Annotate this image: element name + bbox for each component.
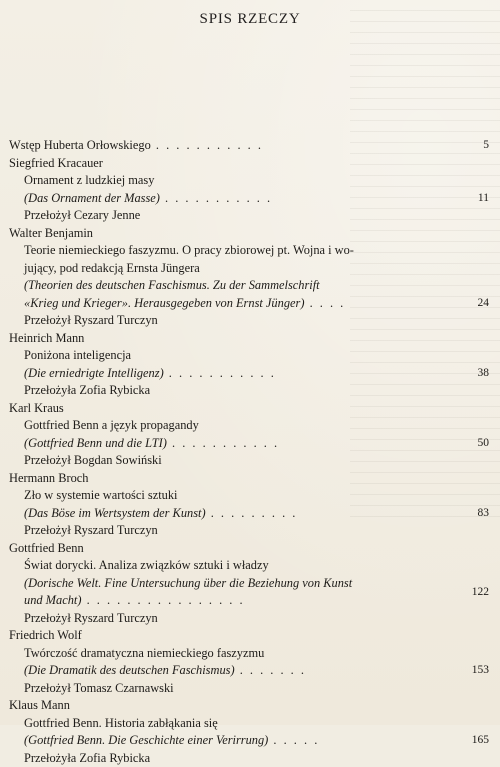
toc-line [9,662,491,680]
leader-dots: . . . . . . . . . [206,506,298,520]
leader-dots: . . . . . . . . . . . [160,191,272,205]
author-name: Karl Kraus [9,400,491,418]
essay-title: Poniżona inteligencja [9,347,491,365]
leader-dots: . . . . . . . . . . . [151,138,263,152]
original-title: und Macht) [24,593,81,607]
page-number: 5 [483,137,489,155]
original-title: «Krieg und Krieger». Herausgegeben von Ernst Jünger) [24,296,304,310]
original-title: (Die erniedrigte Intelligenz) [24,366,164,380]
toc-line [9,190,491,208]
author-name: Heinrich Mann [9,330,491,348]
translator: Przełożyła Zofia Rybicka [9,382,491,400]
page-number: 83 [478,505,490,523]
translator: Przełożył Ryszard Turczyn [9,522,491,540]
author-name: Walter Benjamin [9,225,491,243]
translator: Przełożył Tomasz Czarnawski [9,680,491,698]
essay-title: Świat dorycki. Analiza związków sztuki i władzy [9,557,491,575]
translator: Przełożył Bogdan Sowiński [9,452,491,470]
entry-title: Wstęp Huberta Orłowskiego [9,138,151,152]
leader-dots: . . . . . . . . . . . [164,366,276,380]
essay-title: Zło w systemie wartości sztuki [9,487,491,505]
toc-entry-klaus-mann [9,697,491,767]
table-of-contents [9,137,491,767]
page-number: 24 [478,295,490,313]
toc-entry-kraus [9,400,491,470]
original-title: (Gottfried Benn und die LTI) [24,436,167,450]
essay-title: Gottfried Benn. Historia zabłąkania się [9,715,491,733]
toc-entry-heinrich-mann [9,330,491,400]
original-title: (Theorien des deutschen Faschismus. Zu der Sammelschrift [9,277,491,295]
translator: Przełożyła Zofia Rybicka [9,750,491,767]
translator: Przełożył Ryszard Turczyn [9,610,491,628]
toc-entry-wolf [9,627,491,697]
original-title: (Das Ornament der Masse) [24,191,160,205]
author-name: Gottfried Benn [9,540,491,558]
original-title: (Gottfried Benn. Die Geschichte einer Verirrung) [24,733,268,747]
toc-entry-introduction [9,137,491,155]
essay-title: Ornament z ludzkiej masy [9,172,491,190]
toc-entry-broch [9,470,491,540]
leader-dots: . . . . . . . [235,663,306,677]
author-name: Hermann Broch [9,470,491,488]
original-title: (Das Böse im Wertsystem der Kunst) [24,506,206,520]
essay-title: Gottfried Benn a język propagandy [9,417,491,435]
essay-title: Teorie niemieckiego faszyzmu. O pracy zbiorowej pt. Wojna i wo- [9,242,491,260]
toc-line [9,505,491,523]
translator: Przełożył Ryszard Turczyn [9,312,491,330]
author-name: Siegfried Kracauer [9,155,491,173]
leader-dots: . . . . . . . . . . . . . . . . [81,593,244,607]
toc-entry-kracauer [9,155,491,225]
page-number: 165 [472,732,489,750]
page-number: 50 [478,435,490,453]
page-number: 38 [478,365,490,383]
translator: Przełożył Cezary Jenne [9,207,491,225]
toc-line [9,732,491,750]
toc-line [9,592,491,610]
original-title: (Dorische Welt. Fine Untersuchung über die Beziehung von Kunst [9,575,491,593]
page-number: 122 [472,584,489,602]
toc-line [9,295,491,313]
leader-dots: . . . . . . . . . . . [167,436,279,450]
toc-line [9,137,491,155]
toc-entry-benn [9,540,491,628]
toc-line [9,365,491,383]
leader-dots: . . . . [304,296,345,310]
leader-dots: . . . . . [268,733,319,747]
author-name: Friedrich Wolf [9,627,491,645]
author-name: Klaus Mann [9,697,491,715]
toc-line [9,435,491,453]
toc-entry-benjamin [9,225,491,330]
original-title: (Die Dramatik des deutschen Faschismus) [24,663,235,677]
essay-title: jujący, pod redakcją Ernsta Jüngera [9,260,491,278]
page-title: SPIS RZECZY [0,11,500,28]
essay-title: Twórczość dramatyczna niemieckiego faszyzmu [9,645,491,663]
page-number: 153 [472,662,489,680]
page-number: 11 [478,190,489,208]
